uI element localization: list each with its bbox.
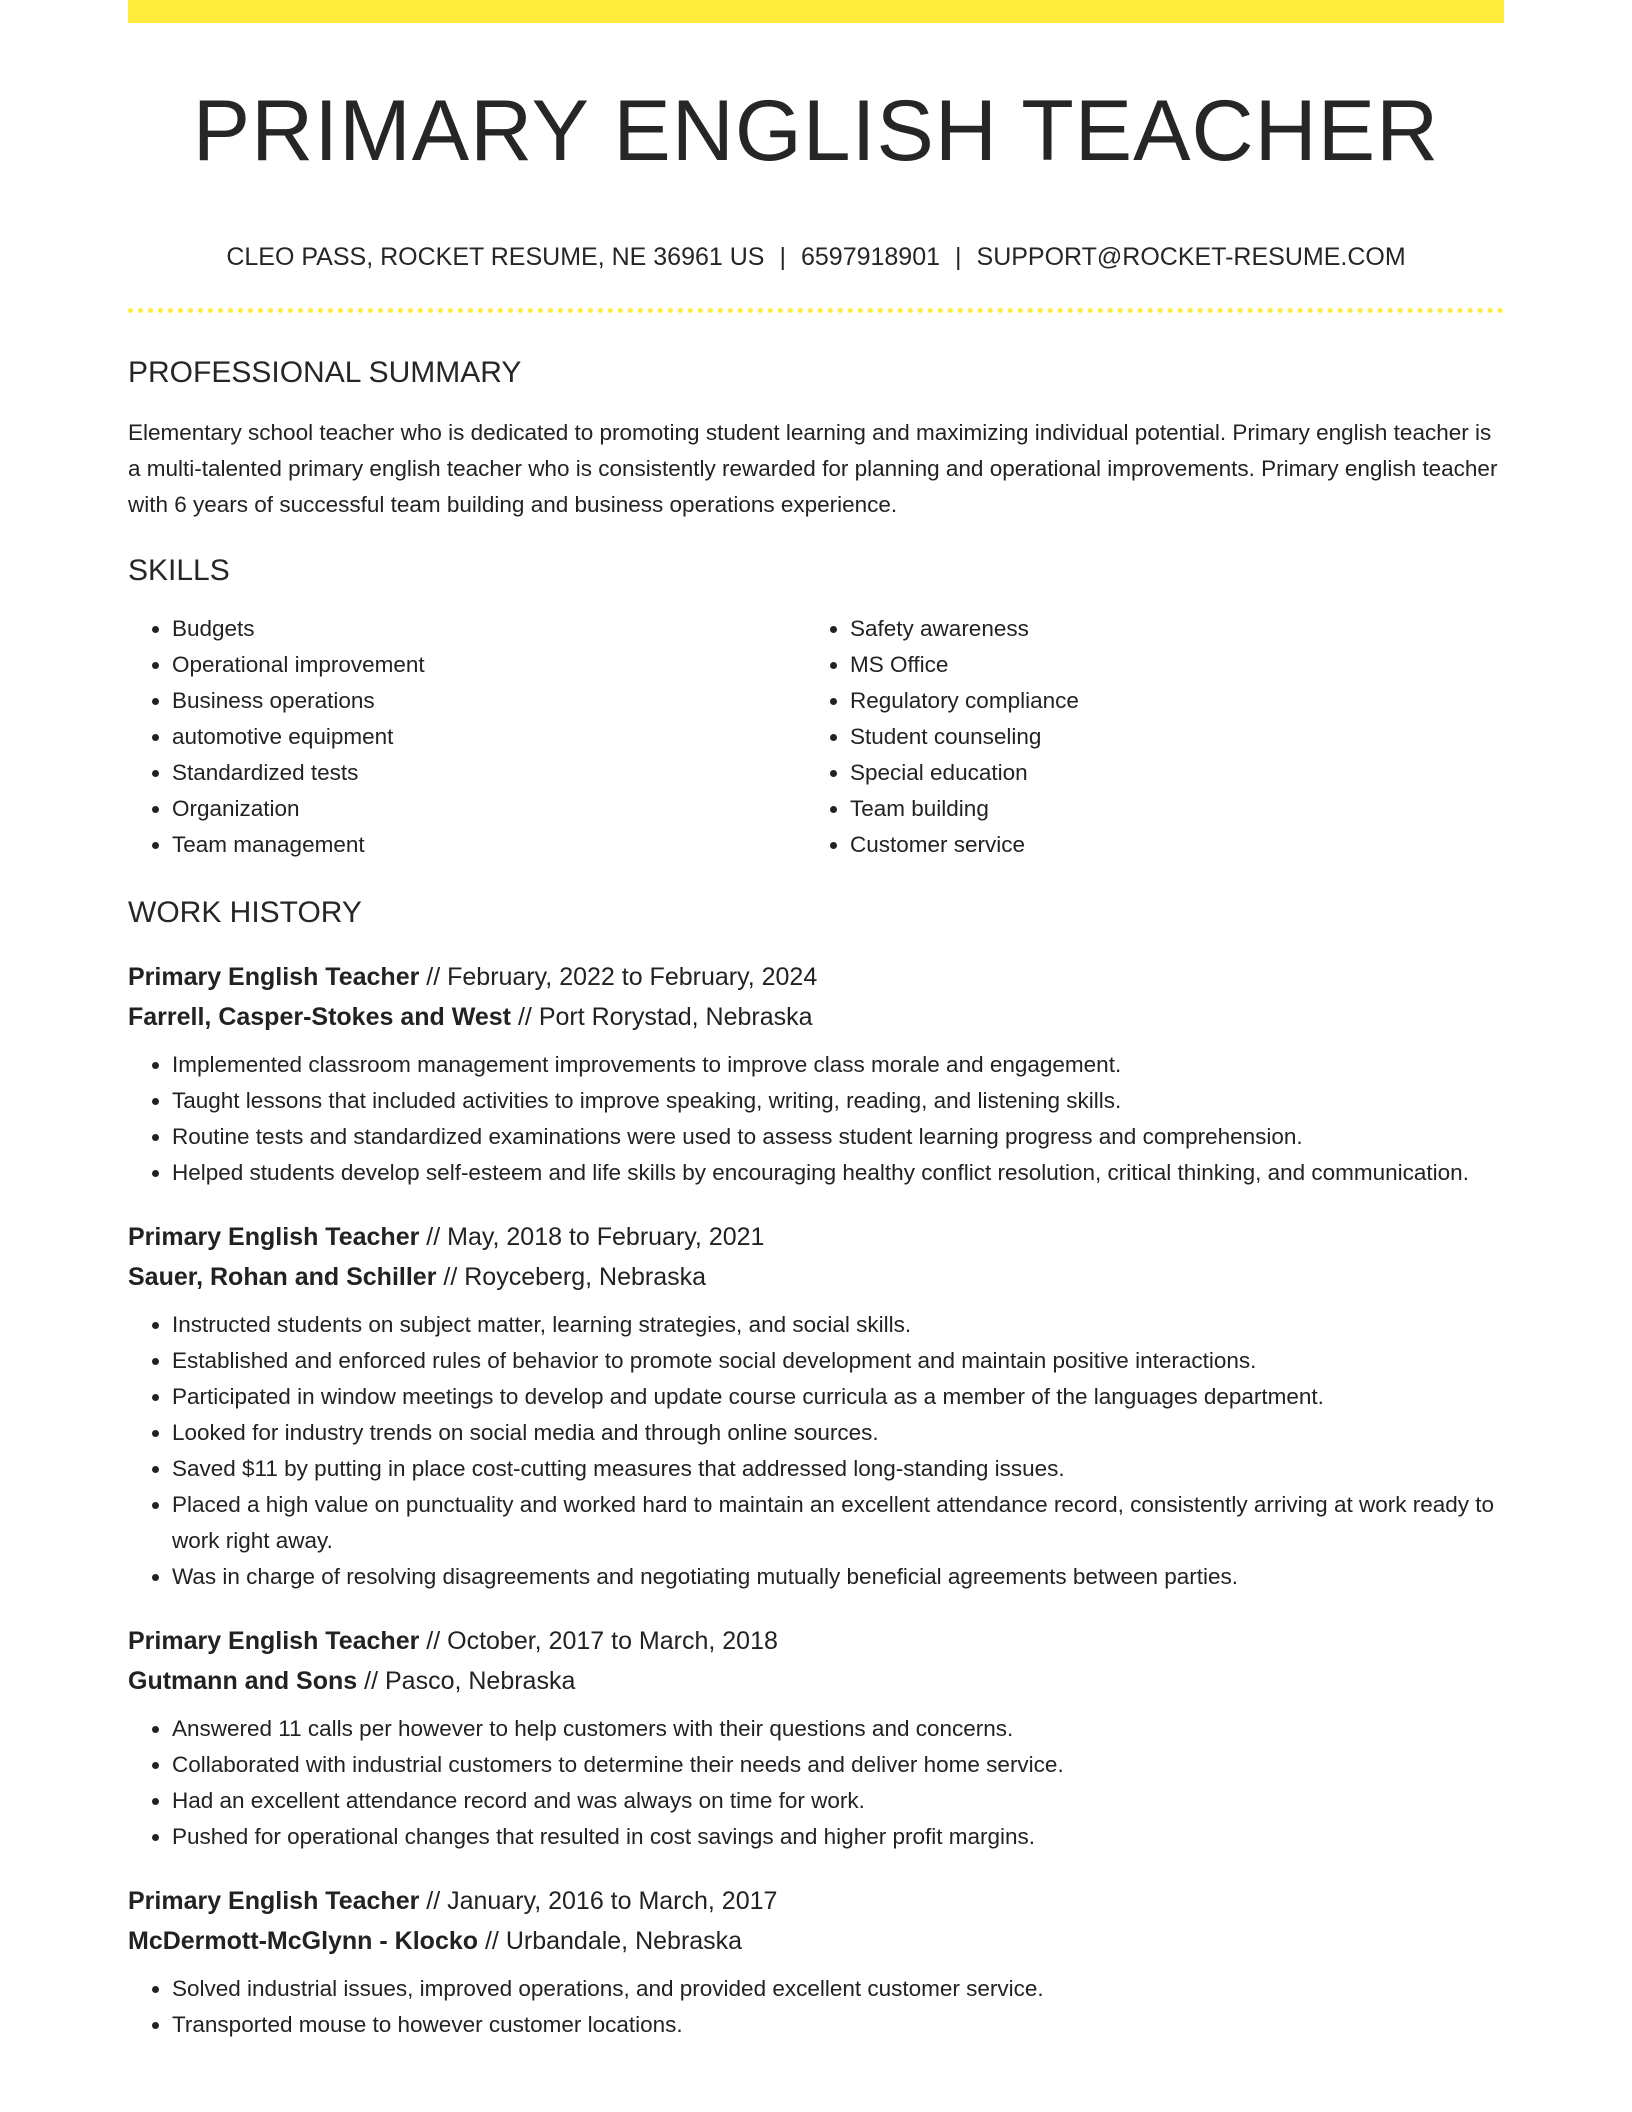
job-bullet: • Established and enforced rules of behavior to promote social development and maintain positive interactions. [172,1343,1504,1379]
job-bullets [128,1711,1504,1855]
job-title-line [128,1881,1504,1921]
job-title: Primary English Teacher [128,1627,420,1655]
job-location: Pasco, Nebraska [384,1667,576,1695]
job-company-line [128,1921,1504,1961]
skills-column-right [806,611,1484,863]
job-title-line [128,1217,1504,1257]
job-company: Sauer, Rohan and Schiller [128,1263,437,1291]
contact-phone: 6597918901 [800,243,941,271]
skills-column-left [128,611,806,863]
job-separator: // [419,1627,448,1655]
job-location: Port Rorystad, Nebraska [538,1003,813,1031]
job-bullet: • Taught lessons that included activities to improve speaking, writing, reading, and listening skills. [172,1083,1504,1119]
work-history-list [128,957,1504,2043]
job-bullet: • Transported mouse to however customer locations. [172,2007,1504,2043]
job-dates: February, 2022 to February, 2024 [447,963,818,991]
job-title-line [128,1621,1504,1661]
job-entry [128,1217,1504,1595]
job-entry [128,957,1504,1191]
contact-address: CLEO PASS, ROCKET RESUME, NE 36961 US [226,243,765,271]
job-bullet: • Answered 11 calls per however to help customers with their questions and concerns. [172,1711,1504,1747]
job-company-line [128,997,1504,1037]
skill-item: • Operational improvement [172,647,806,683]
job-bullet: • Looked for industry trends on social media and through online sources. [172,1415,1504,1451]
job-bullet: • Was in charge of resolving disagreements and negotiating mutually beneficial agreements between parties. [172,1559,1504,1595]
job-bullet: • Solved industrial issues, improved operations, and provided excellent customer service. [172,1971,1504,2007]
resume-title: PRIMARY ENGLISH TEACHER [192,83,1440,179]
job-separator: // [419,963,448,991]
skills-list [128,611,1504,863]
skill-item: • Safety awareness [850,611,1484,647]
job-entry [128,1621,1504,1855]
job-separator: // [357,1667,385,1695]
job-company: Gutmann and Sons [128,1667,358,1695]
skill-item: • Team building [850,791,1484,827]
skill-item: • automotive equipment [172,719,806,755]
job-separator: // [511,1003,539,1031]
job-bullet: • Routine tests and standardized examinations were used to assess student learning progress and comprehension. [172,1119,1504,1155]
skills-heading: SKILLS [128,554,230,587]
job-bullets [128,1971,1504,2043]
job-location: Royceberg, Nebraska [464,1263,707,1291]
job-company-line [128,1661,1504,1701]
contact-separator: | [779,243,786,271]
job-company: McDermott-McGlynn - Klocko [128,1927,479,1955]
job-bullets [128,1047,1504,1191]
job-bullet: • Implemented classroom management improvements to improve class morale and engagement. [172,1047,1504,1083]
job-bullet: • Saved $11 by putting in place cost-cutting measures that addressed long-standing issues. [172,1451,1504,1487]
job-title: Primary English Teacher [128,963,420,991]
job-bullet: • Instructed students on subject matter, learning strategies, and social skills. [172,1307,1504,1343]
job-dates: May, 2018 to February, 2021 [447,1223,765,1251]
skill-item: • Business operations [172,683,806,719]
job-separator: // [436,1263,465,1291]
summary-text: Elementary school teacher who is dedicated to promoting student learning and maximizing individual potential. Primary english teacher is a multi-talented primary english teacher who is consistently rewarded for planning and operational improvements. Primary english teacher with 6 years of successful team building and business operations experience. [128,420,1498,517]
job-separator: // [419,1223,448,1251]
job-title-line [128,957,1504,997]
job-dates: October, 2017 to March, 2018 [447,1627,778,1655]
skill-item: • Standardized tests [172,755,806,791]
job-bullet: • Helped students develop self-esteem and life skills by encouraging healthy conflict resolution, critical thinking, and communication. [172,1155,1504,1191]
job-dates: January, 2016 to March, 2017 [447,1887,778,1915]
skill-item: • Regulatory compliance [850,683,1484,719]
skill-item: • Organization [172,791,806,827]
skill-item: • MS Office [850,647,1484,683]
job-title: Primary English Teacher [128,1223,420,1251]
contact-separator: | [955,243,962,271]
job-title: Primary English Teacher [128,1887,420,1915]
job-company-line [128,1257,1504,1297]
resume-content [128,0,1504,2043]
skill-item: • Customer service [850,827,1484,863]
job-bullet: • Pushed for operational changes that resulted in cost savings and higher profit margins. [172,1819,1504,1855]
summary-heading: PROFESSIONAL SUMMARY [128,356,522,389]
job-bullet: • Participated in window meetings to develop and update course curricula as a member of the languages department. [172,1379,1504,1415]
job-bullet: • Had an excellent attendance record and was always on time for work. [172,1783,1504,1819]
job-bullet: • Collaborated with industrial customers to determine their needs and deliver home service. [172,1747,1504,1783]
contact-line [128,240,1504,274]
work-history-heading: WORK HISTORY [128,896,362,929]
skill-item: • Team management [172,827,806,863]
job-entry [128,1881,1504,2043]
job-company: Farrell, Casper-Stokes and West [128,1003,512,1031]
skill-item: • Student counseling [850,719,1484,755]
job-separator: // [419,1887,448,1915]
skill-item: • Budgets [172,611,806,647]
skill-item: • Special education [850,755,1484,791]
job-bullets [128,1307,1504,1595]
job-bullet: • Placed a high value on punctuality and worked hard to maintain an excellent attendance record, consistently arriving at work ready to work right away. [172,1487,1504,1559]
contact-email: SUPPORT@ROCKET-RESUME.COM [976,243,1406,271]
job-location: Urbandale, Nebraska [505,1927,743,1955]
job-separator: // [478,1927,506,1955]
dotted-divider [128,308,1504,313]
